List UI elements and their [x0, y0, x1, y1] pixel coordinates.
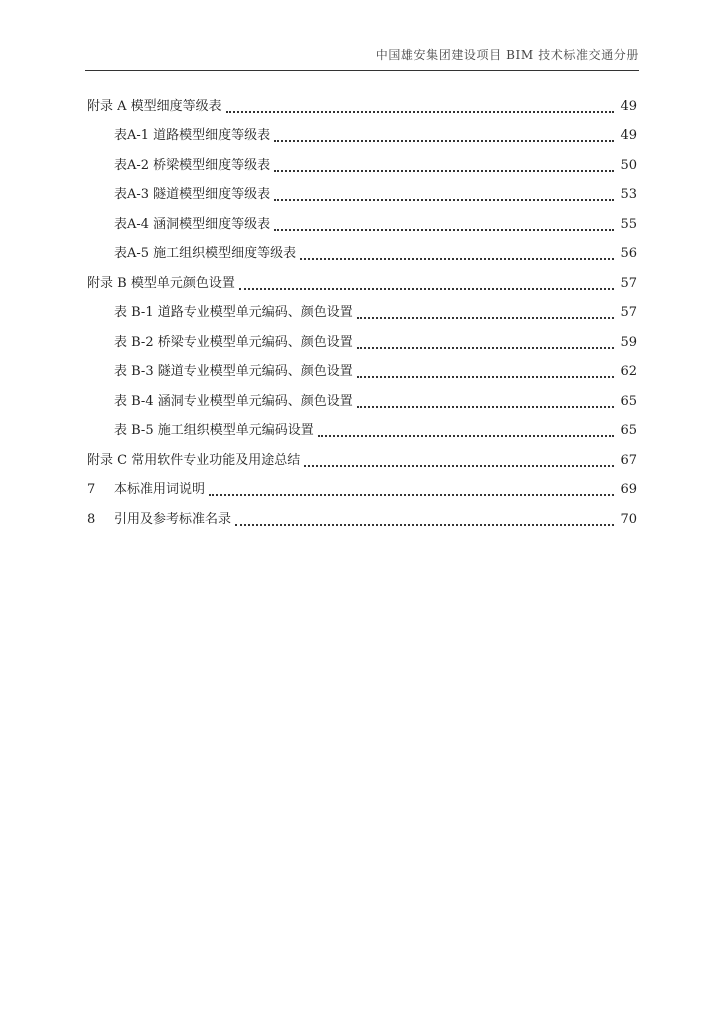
toc-entry-table-b5[interactable] [87, 412, 637, 442]
table-of-contents [87, 87, 637, 530]
toc-entry-title: 本标准用词说明 [114, 482, 206, 497]
toc-leader-dots [357, 405, 615, 408]
toc-entry-title: 引用及参考标准名录 [114, 511, 232, 527]
toc-entry-table-a3[interactable] [87, 176, 637, 206]
toc-entry-chapter-7[interactable] [87, 471, 637, 501]
toc-entry-page: 69 [620, 482, 637, 497]
toc-leader-dots [357, 316, 615, 319]
toc-entry-title: 表A-4 涵洞模型细度等级表 [114, 216, 271, 232]
toc-entry-title: 表A-2 桥梁模型细度等级表 [114, 157, 271, 173]
toc-leader-dots [300, 257, 614, 260]
toc-entry-title: 表 B-1 道路专业模型单元编码、颜色设置 [114, 305, 353, 320]
toc-entry-title: 附录 A 模型细度等级表 [87, 98, 222, 114]
toc-entry-page: 57 [620, 305, 637, 320]
toc-entry-title: 表A-3 隧道模型细度等级表 [114, 187, 271, 202]
toc-entry-table-a5[interactable] [87, 235, 637, 265]
toc-leader-dots [357, 375, 615, 378]
toc-leader-dots [226, 110, 615, 113]
toc-entry-title: 附录 C 常用软件专业功能及用途总结 [87, 452, 301, 468]
toc-entry-table-a2[interactable] [87, 146, 637, 176]
toc-leader-dots [357, 346, 615, 349]
toc-entry-page: 65 [620, 423, 637, 438]
toc-leader-dots [209, 493, 614, 496]
toc-entry-page: 49 [620, 128, 637, 143]
toc-entry-page: 65 [620, 393, 637, 409]
toc-leader-dots [239, 287, 615, 290]
toc-entry-page: 53 [620, 187, 637, 202]
toc-entry-table-b4[interactable] [87, 382, 637, 412]
toc-entry-chapter-8[interactable] [87, 500, 637, 530]
toc-entry-title: 表 B-4 涵洞专业模型单元编码、颜色设置 [114, 393, 353, 409]
toc-leader-dots [235, 523, 614, 526]
toc-entry-appendix-a[interactable] [87, 87, 637, 117]
toc-entry-page: 55 [620, 216, 637, 232]
toc-leader-dots [274, 139, 614, 142]
toc-entry-title: 表A-1 道路模型细度等级表 [114, 128, 271, 143]
toc-entry-title: 表A-5 施工组织模型细度等级表 [114, 246, 297, 261]
toc-entry-table-b2[interactable] [87, 323, 637, 353]
toc-entry-title: 表 B-5 施工组织模型单元编码设置 [114, 423, 314, 438]
toc-leader-dots [274, 228, 614, 231]
toc-entry-page: 49 [620, 98, 637, 114]
toc-entry-page: 62 [620, 364, 637, 379]
toc-leader-dots [304, 464, 614, 467]
toc-entry-table-a1[interactable] [87, 117, 637, 147]
toc-leader-dots [274, 198, 614, 201]
toc-entry-page: 70 [620, 511, 637, 527]
toc-entry-title: 表 B-3 隧道专业模型单元编码、颜色设置 [114, 364, 353, 379]
toc-entry-appendix-b[interactable] [87, 264, 637, 294]
toc-entry-table-b3[interactable] [87, 353, 637, 383]
toc-entry-page: 50 [620, 157, 637, 173]
header-title: 中国雄安集团建设项目 BIM 技术标准交通分册 [375, 48, 639, 62]
toc-entry-page: 57 [620, 275, 637, 291]
toc-entry-title: 附录 B 模型单元颜色设置 [87, 275, 235, 291]
toc-entry-page: 67 [620, 452, 637, 468]
toc-leader-dots [274, 169, 614, 172]
toc-entry-page: 59 [620, 334, 637, 350]
toc-entry-page: 56 [620, 246, 637, 261]
toc-leader-dots [318, 434, 615, 437]
toc-entry-number: 8 [87, 511, 96, 527]
toc-entry-number: 7 [87, 482, 96, 497]
toc-entry-appendix-c[interactable] [87, 441, 637, 471]
page-header [85, 40, 639, 71]
toc-entry-table-b1[interactable] [87, 294, 637, 324]
toc-entry-table-a4[interactable] [87, 205, 637, 235]
toc-entry-title: 表 B-2 桥梁专业模型单元编码、颜色设置 [114, 334, 353, 350]
